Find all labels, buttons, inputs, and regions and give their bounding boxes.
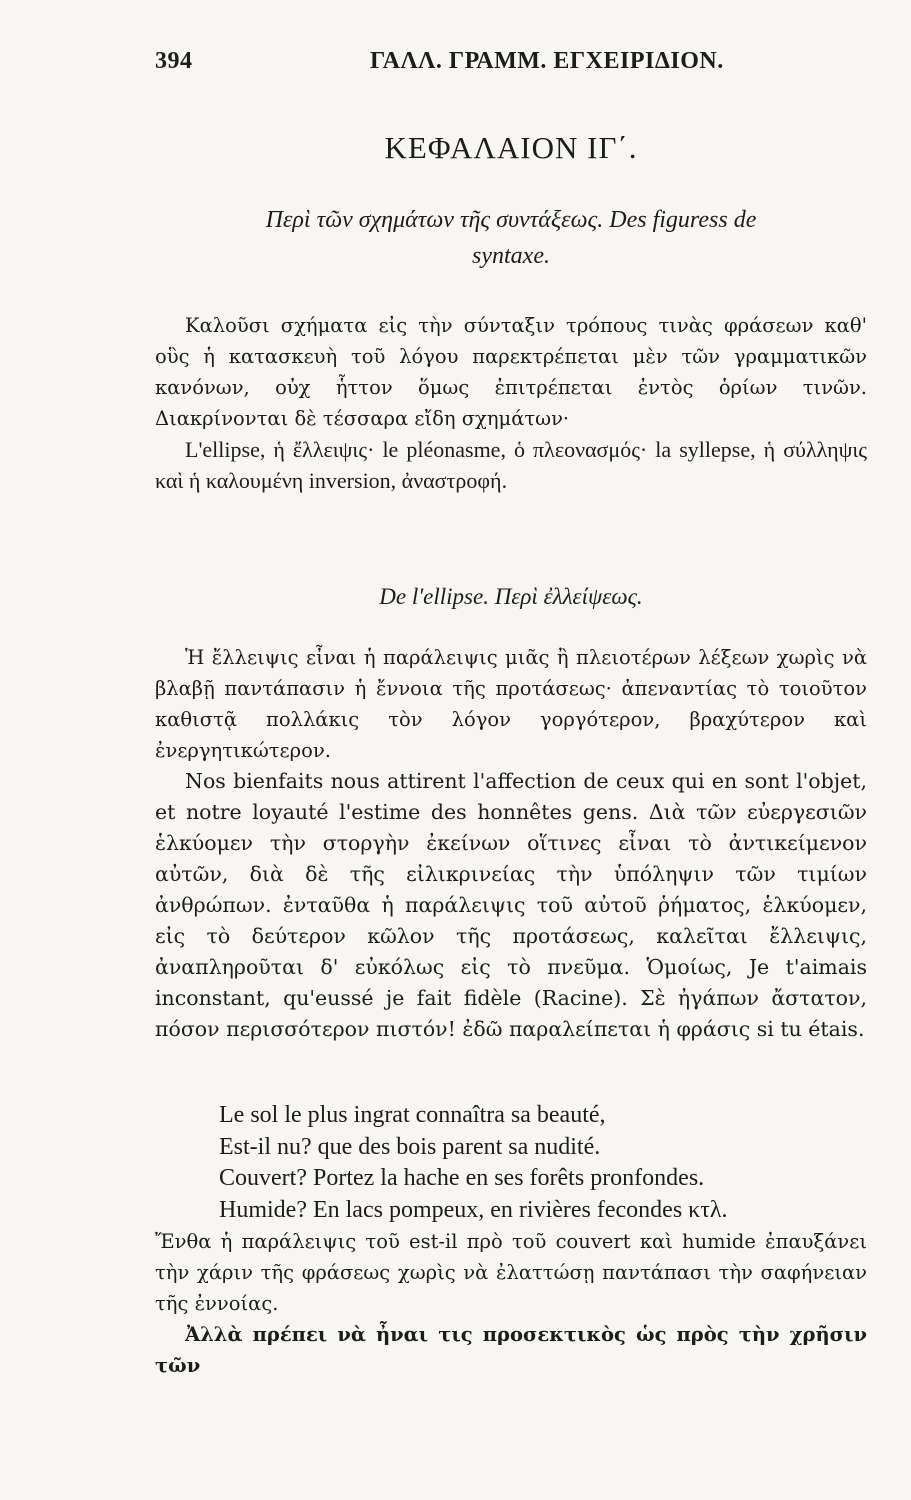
section-heading: De l'ellipse. Περὶ ἐλλείψεως. (379, 584, 643, 609)
figures-list: L'ellipse, ἡ ἔλλειψις· le pléonasme, ὁ πλεονασμός· la syllepse, ἡ σύλληψις καὶ ἡ καλουμένη inversion, ἀναστροφή. (155, 437, 867, 493)
example-paragraph: Nos bienfaits nous attirent l'affection de ceux qui en sont l'objet, et notre loyauté l'estime des honnêtes gens. Διὰ τῶν εὐεργεσιῶν ἑλκύομεν τὴν στοργὴν ἐκείνων οἵτινες εἶναι τὸ ἀντικείμενον αὐτῶν, διὰ δὲ τῆς εἰλικρινείας τὴν ὑπόληψιν τῶν τιμίων ἀνθρώπων. ἐνταῦθα ἡ παράλειψις τοῦ αὐτοῦ ῥήματος, ἑλκύομεν, εἰς τὸ δεύτερον κῶλον τῆς προτάσεως, καλεῖται ἔλλειψις, ἀναπληροῦται δ' εὐκόλως εἰς τὸ πνεῦμα. Ὁμοίως, Je t'aimais inconstant, qu'eussé je fait fidèle (Racine). Σὲ ἠγάπων ἄστατον, πόσον περισσότερον πιστόν! ἐδῶ παραλείπεται ἡ φράσις si tu étais. (155, 769, 867, 1041)
chapter-title: ΚΕΦΑΛΑΙΟΝ ΙΓ΄. (384, 130, 638, 165)
last-line: Ἀλλὰ πρέπει νὰ ἦναι τις προσεκτικὸς ὡς πρὸς τὴν χρῆσιν τῶν (155, 1323, 867, 1377)
running-title: ΓΑΛΛ. ΓΡΑΜΜ. ΕΓΧΕΙΡΙΔΙΟΝ. (370, 48, 724, 74)
verse-line-3: Couvert? Portez la hache en ses forêts pronfondes. (219, 1165, 705, 1191)
running-head (155, 42, 867, 82)
chapter-subtitle-line2: syntaxe. (472, 243, 550, 269)
chapter-subtitle-line1: Περὶ τῶν σχημάτων τῆς συντάξεως. Des figuress de (265, 207, 757, 233)
intro-paragraph: Καλοῦσι σχήματα εἰς τὴν σύνταξιν τρόπους τινὰς φράσεων καθ' οὓς ἡ κατασκευὴ τοῦ λόγου παρεκτρέπεται μὲν τῶν γραμματικῶν κανόνων, οὐχ ἧττον ὅμως ἐπιτρέπεται ἐντὸς ὁρίων τινῶν. Διακρίνονται δὲ τέσσαρα εἴδη σχημάτων· (155, 314, 867, 430)
verse-line-1: Le sol le plus ingrat connaîtra sa beauté, (219, 1102, 606, 1128)
chapter-subtitle (155, 202, 867, 274)
page-number: 394 (155, 48, 193, 74)
definition-paragraph: Ἡ ἔλλειψις εἶναι ἡ παράλειψις μιᾶς ἢ πλειοτέρων λέξεων χωρὶς νὰ βλαβῇ παντάπασιν ἡ ἔννοια τῆς προτάσεως· ἀπεναντίας τὸ τοιοῦτον καθιστᾷ πολλάκις τὸν λόγον γοργότερον, βραχύτερον καὶ ἐνεργητικώτερον. (155, 646, 867, 762)
book-page (155, 42, 867, 1377)
after-verse-paragraph: Ἔνθα ἡ παράλειψις τοῦ est-il πρὸ τοῦ couvert καὶ humide ἐπαυξάνει τὴν χάριν τῆς φράσεως χωρὶς νὰ ἐλαττώσῃ παντάπασι τὴν σαφήνειαν τῆς ἐννοίας. (155, 1230, 867, 1315)
verse-quotation (219, 1100, 839, 1226)
verse-line-4: Humide? En lacs pompeux, en rivières fecondes κτλ. (219, 1196, 728, 1223)
after-verse-block (155, 1226, 867, 1381)
verse-line-2: Est-il nu? que des bois parent sa nudité. (219, 1133, 601, 1160)
ellipse-block (155, 642, 867, 1045)
intro-block (155, 310, 867, 496)
